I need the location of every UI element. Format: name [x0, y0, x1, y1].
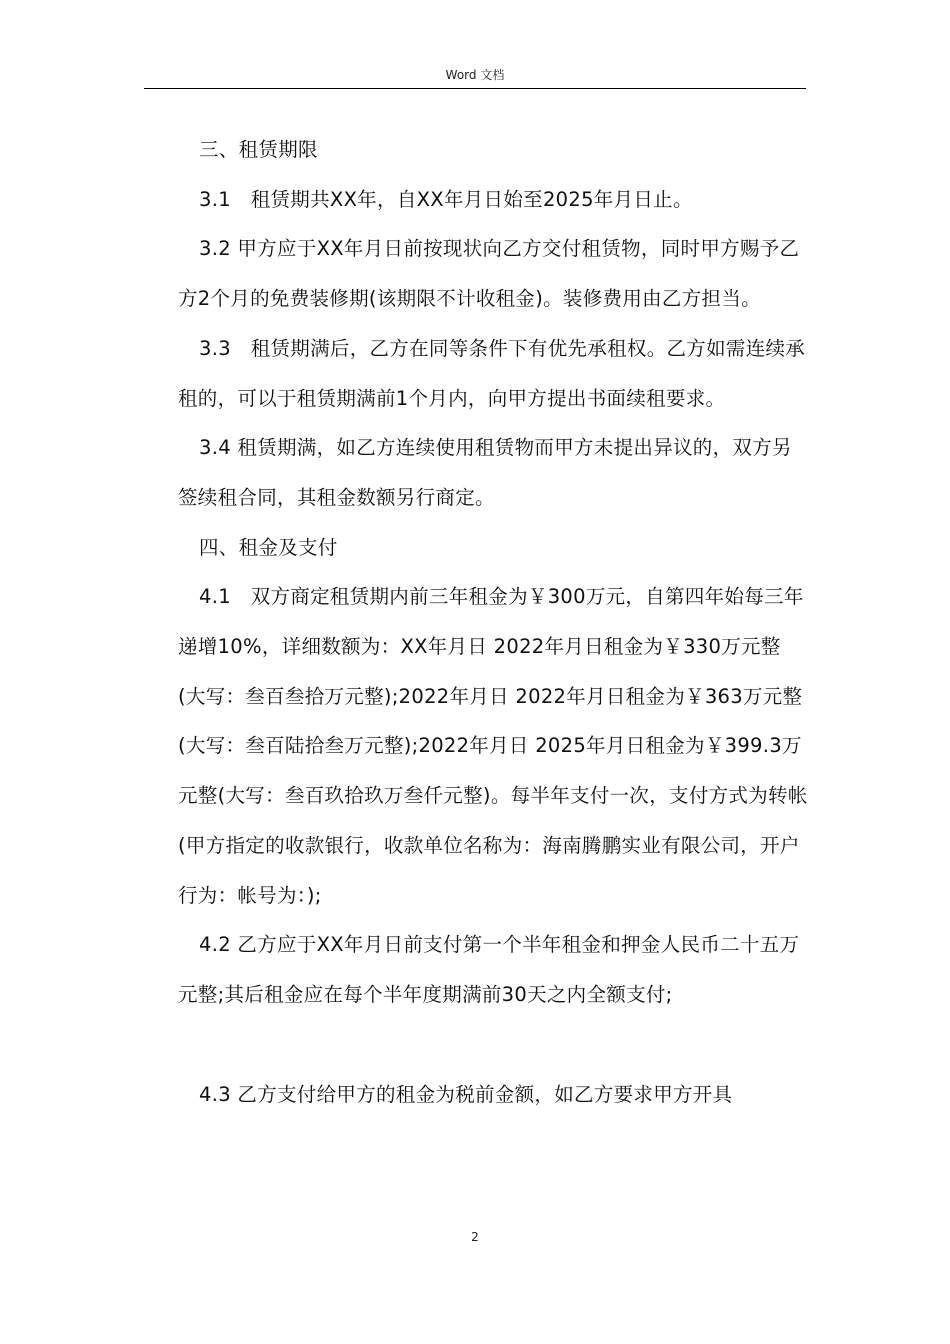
clause-4-1: 4.1 双方商定租赁期内前三年租金为￥300万元，自第四年始每三年递增10%，详细数额为：XX年月日 2022年月日租金为￥330万元整(大写：叁百叁拾万元整);2022年月日 2022年月日租金为￥363万元整(大写：叁百陆拾叁万元整);2022年月日 2025年月日租金为￥399.3万元整(大写：叁百玖拾玖万叁仟元整)。每半年支付一次，支付方式为转帐(甲方指定的收款银行，收款单位名称为：海南腾鹏实业有限公司，开户行为：帐号为：);: [178, 585, 808, 907]
section-heading-lease-term: 三、租赁期限: [199, 138, 318, 161]
clause-3-3: 3.3 租赁期满后，乙方在同等条件下有优先承租权。乙方如需连续承租的，可以于租赁期满前1个月内，向甲方提出书面续租要求。: [178, 336, 806, 410]
clause-3-1: 3.1 租赁期共XX年，自XX年月日始至2025年月日止。: [199, 187, 693, 211]
clause-4-3: 4.3 乙方支付给甲方的租金为税前金额，如乙方要求甲方开具: [199, 1082, 733, 1106]
document-body: [178, 125, 808, 1119]
header-divider: [144, 88, 806, 89]
page-header: Word 文档: [445, 68, 505, 82]
clause-3-2: 3.2 甲方应于XX年月日前按现状向乙方交付租赁物，同时甲方赐予乙方2个月的免费装修期(该期限不计收租金)。装修费用由乙方担当。: [178, 237, 800, 311]
paragraph-spacer: [178, 1020, 808, 1070]
page-number: 2: [471, 1230, 479, 1244]
clause-4-2: 4.2 乙方应于XX年月日前支付第一个半年租金和押金人民币二十五万元整;其后租金应在每个半年度期满前30天之内全额支付;: [178, 933, 800, 1006]
clause-3-4: 3.4 租赁期满，如乙方连续使用租赁物而甲方未提出异议的，双方另签续租合同，其租金数额另行商定。: [178, 436, 792, 509]
section-heading-rent-payment: 四、租金及支付: [199, 535, 338, 559]
